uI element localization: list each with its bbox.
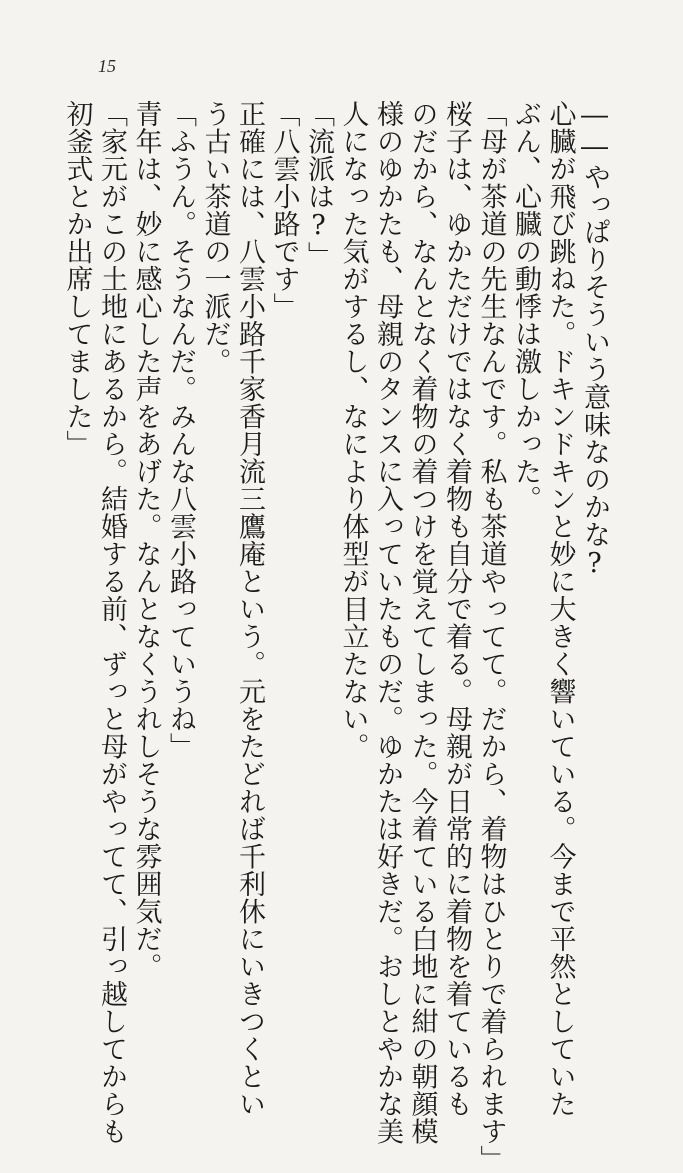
text-line: ぶん、心臓の動悸は激しかった。 bbox=[510, 100, 541, 513]
text-line: 桜子は、ゆかただけではなく着物も自分で着る。母親が日常的に着物を着ているも bbox=[441, 100, 472, 1118]
text-line: う古い茶道の一派だ。 bbox=[199, 100, 231, 375]
text-line: 「流派は?」 bbox=[303, 100, 334, 269]
text-line: 青年は、妙に感心した声をあげた。なんとなくうれしそうな雰囲気だ。 bbox=[130, 100, 162, 980]
text-line: のだから、なんとなく着物の着つけを覚えてしまった。今着ている白地に紺の朝顔模 bbox=[406, 100, 438, 1145]
text-line: 「家元がこの土地にあるから。結婚する前、ずっと母がやってて、引っ越してからも bbox=[96, 100, 127, 1145]
text-line: 「八雲小路です」 bbox=[268, 100, 300, 320]
text-line: 様のゆかたも、母親のタンスに入っていたものだ。ゆかたは好きだ。おしとやかな美 bbox=[372, 100, 403, 1145]
text-line: ――やっぱりそういう意味なのかな? bbox=[579, 100, 610, 580]
text-line: 「母が茶道の先生なんです。私も茶道やってて。だから、着物はひとりで着られます」 bbox=[475, 100, 507, 1173]
text-line: 心臓が飛び跳ねた。ドキンドキンと妙に大きく響いている。今まで平然としていた bbox=[544, 100, 576, 1118]
text-line: 正確には、八雲小路千家香月流三鷹庵という。元をたどれば千利休にいきつくとい bbox=[234, 100, 265, 1118]
text-line: 人になった気がするし、なにより体型が目立たない。 bbox=[337, 100, 369, 760]
text-line: 初釜式とか出席してました」 bbox=[61, 100, 93, 458]
text-line: 「ふうん。そうなんだ。みんな八雲小路っていうね」 bbox=[165, 100, 196, 760]
page-number: 15 bbox=[98, 56, 116, 76]
body-text bbox=[59, 100, 611, 1173]
